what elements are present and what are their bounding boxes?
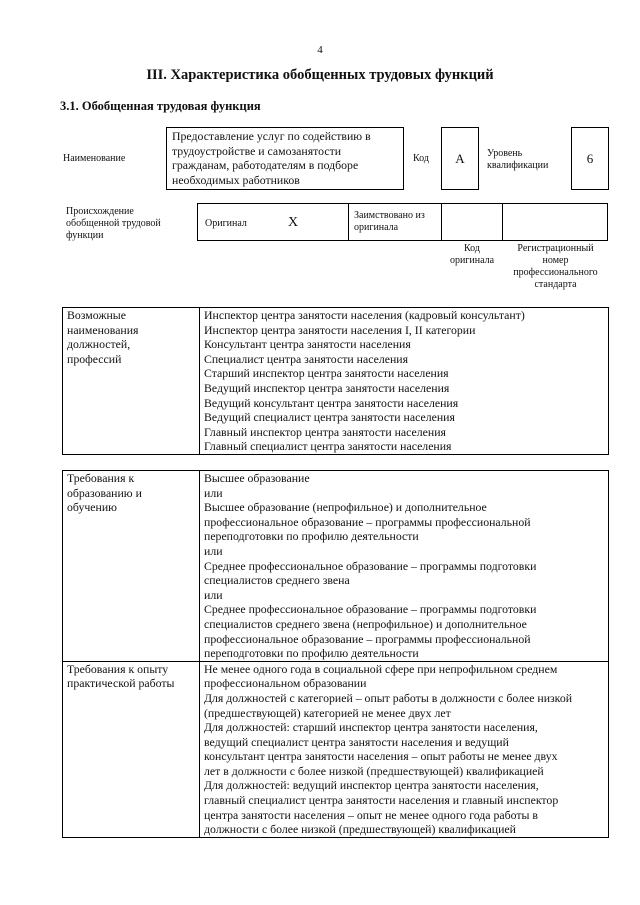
position-item: Специалист центра занятости населения bbox=[204, 351, 408, 366]
code-value-box bbox=[441, 127, 479, 190]
function-name-line: необходимых работников bbox=[172, 172, 300, 187]
function-name-line: Предоставление услуг по содействию в bbox=[172, 129, 371, 143]
reg-number-caption: Регистрационный номер профессионального стандарта bbox=[513, 243, 598, 290]
origin-label: Происхождение обобщенной трудовой функции bbox=[66, 206, 161, 241]
position-item: Консультант центра занятости населения bbox=[204, 337, 411, 352]
position-item: Главный специалист центра занятости населения bbox=[204, 439, 452, 454]
section-title: III. Характеристика обобщенных трудовых функций bbox=[146, 67, 494, 83]
position-item: Ведущий консультант центра занятости населения bbox=[204, 395, 459, 410]
level-value-box bbox=[571, 127, 609, 190]
name-label: Наименование bbox=[63, 153, 126, 164]
borrowed-label: Заимствовано из оригинала bbox=[354, 210, 425, 233]
requirements-table bbox=[62, 470, 609, 838]
experience-row bbox=[63, 661, 609, 837]
code-value: А bbox=[455, 150, 465, 166]
position-item: Старший инспектор центра занятости населения bbox=[204, 366, 449, 381]
positions-list-cell bbox=[200, 308, 609, 455]
experience-text-cell: Не менее одного года в социальной сфере при непрофильном среднем профессиональном образовании Для должностей с категорией – опыт работы в должности с более низкой (предшествующей) категорией не менее двух лет Для должностей: старший инспектор центра занятости населения, ведущий специалист центра занятости населения и ведущий консультант центра занятости населения – опыт работы не менее двух лет в должности с более низкой (предшествующей) квалификацией Для должностей: ведущий инспектор центра занятости населения, главный специалист центра занятости населения и главный инспектор центра занятости населения – опыт не менее одного года работы в должности с более низкой (предшествующей) квалификацией bbox=[200, 661, 609, 837]
position-item: Инспектор центра занятости населения I, II категории bbox=[204, 322, 476, 337]
original-mark: X bbox=[288, 215, 299, 230]
position-item: Инспектор центра занятости населения (кадровый консультант) bbox=[204, 308, 525, 322]
function-name-line: гражданам, работодателям в подборе bbox=[172, 158, 359, 172]
page-number: 4 bbox=[317, 44, 323, 56]
positions-table bbox=[62, 307, 609, 455]
education-row bbox=[63, 471, 609, 662]
positions-label-cell: Возможные наименования должностей, профессий bbox=[63, 308, 200, 455]
code-original-caption: Код оригинала bbox=[449, 243, 495, 266]
position-item: Ведущий специалист центра занятости населения bbox=[204, 410, 455, 425]
level-value: 6 bbox=[586, 150, 594, 166]
experience-label-cell: Требования к опыту практической работы bbox=[63, 661, 200, 837]
education-text-cell: Высшее образование или Высшее образование (непрофильное) и дополнительное профессиональное образование – программы профессиональной переподготовки по профилю деятельности или Среднее профессиональное образование – программы подготовки специалистов среднего звена или Среднее профессиональное образование – программы подготовки специалистов среднего звена (непрофильное) и дополнительное профессиональное образование – программы профессиональной переподготовки по профилю деятельности bbox=[200, 471, 609, 662]
function-name-box bbox=[166, 127, 404, 190]
origin-table bbox=[197, 203, 608, 241]
level-label: Уровень квалификации bbox=[487, 148, 549, 171]
function-name-line: трудоустройстве и самозанятости bbox=[172, 143, 342, 158]
position-item: Ведущий инспектор центра занятости населения bbox=[204, 380, 450, 395]
position-item: Главный инспектор центра занятости населения bbox=[204, 424, 446, 439]
original-label: Оригинал bbox=[205, 218, 247, 229]
subsection-title: 3.1. Обобщенная трудовая функция bbox=[60, 99, 261, 113]
education-label-cell: Требования к образованию и обучению bbox=[63, 471, 200, 662]
code-label: Код bbox=[413, 153, 429, 164]
